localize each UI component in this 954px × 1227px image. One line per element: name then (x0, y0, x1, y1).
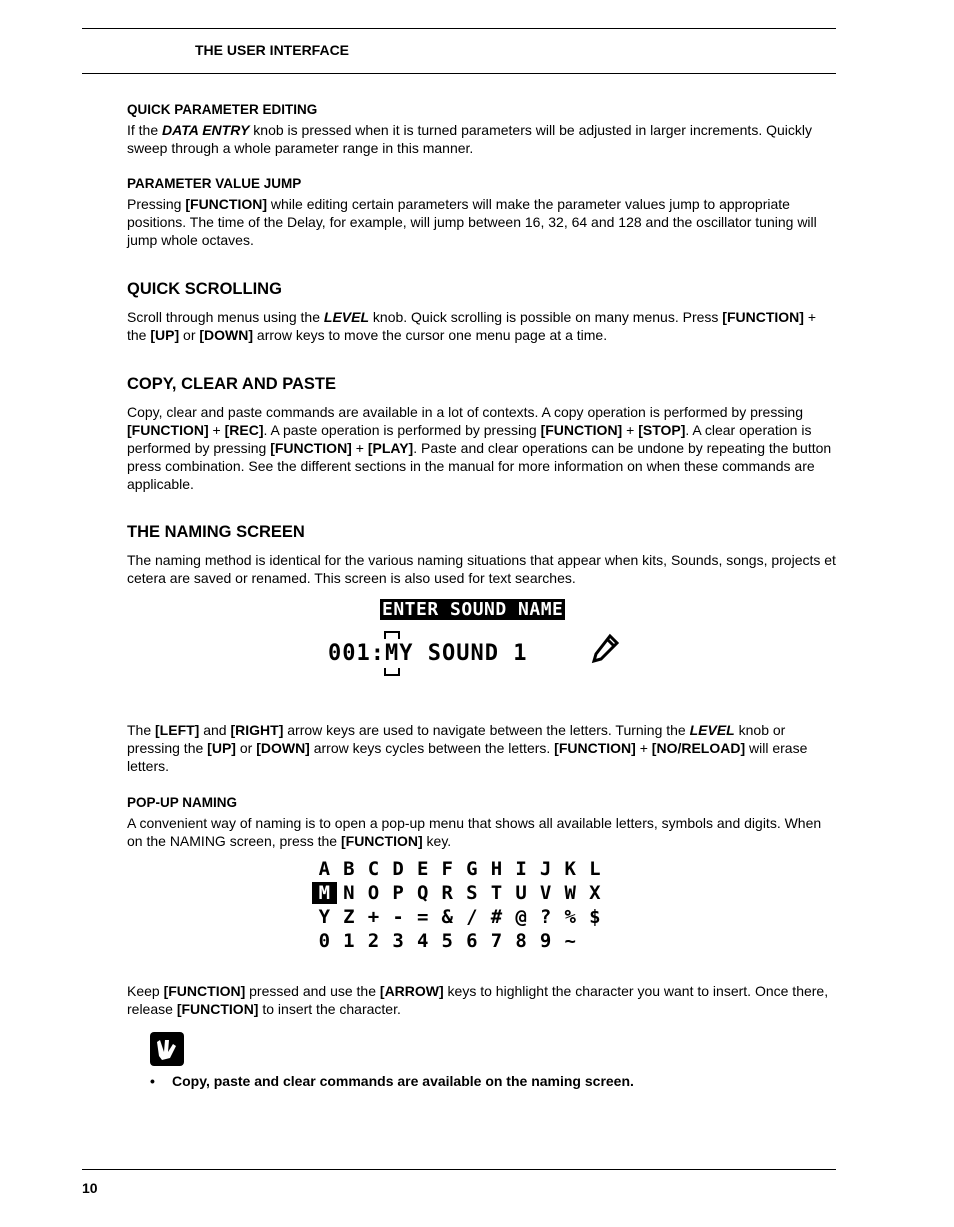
hand-note-icon (150, 1032, 184, 1066)
grid-character: # (490, 906, 503, 928)
grid-character: $ (589, 906, 601, 928)
grid-character: 2 (367, 930, 380, 952)
grid-row (312, 857, 612, 881)
grid-character: 6 (466, 930, 478, 952)
paragraph: Keep [FUNCTION] pressed and use the [ARROW] keys to highlight the character you want to insert. Once there, release [FUNCTION] to insert the character. (127, 983, 829, 1017)
paragraph: If the DATA ENTRY knob is pressed when it is turned parameters will be adjusted in larger increments. Quickly sweep through a whole parameter range in this manner. (127, 122, 812, 156)
paragraph: Pressing [FUNCTION] while editing certain parameters will make the parameter values jump to appropriate positions. The time of the Delay, for example, will jump between 16, 32, 64 and 128 and the oscillator tuning will jump whole octaves. (127, 196, 817, 248)
bullet-mark: • (150, 1073, 155, 1089)
lcd-title: ENTER SOUND NAME (382, 599, 564, 620)
grid-character: B (343, 858, 355, 880)
lcd-naming-screen (298, 598, 624, 696)
grid-character: & (441, 906, 453, 928)
grid-character: / (466, 906, 478, 928)
grid-character: + (367, 906, 380, 928)
pencil-icon (590, 632, 620, 666)
grid-character: - (392, 906, 404, 928)
grid-character: = (416, 906, 429, 928)
grid-character: P (392, 882, 404, 904)
grid-row (312, 881, 612, 905)
grid-character: T (490, 882, 503, 904)
note-text: Copy, paste and clear commands are available on the naming screen. (172, 1073, 634, 1089)
grid-character: S (466, 882, 478, 904)
grid-character: N (343, 882, 355, 904)
section-popup-naming (127, 795, 837, 850)
grid-character: Z (343, 906, 355, 928)
grid-character: R (441, 882, 453, 904)
grid-row (312, 929, 612, 953)
section-quick-parameter-editing (127, 102, 837, 157)
grid-character: V (539, 882, 552, 904)
section-naming-navigation (127, 721, 837, 775)
grid-character: 1 (343, 930, 355, 952)
subheading: QUICK PARAMETER EDITING (127, 102, 318, 117)
grid-character: F (441, 858, 453, 880)
section-heading: COPY, CLEAR AND PASTE (127, 375, 337, 393)
grid-character: D (392, 858, 404, 880)
grid-character: @ (515, 906, 527, 928)
grid-character: 7 (490, 930, 503, 952)
section-heading: THE NAMING SCREEN (127, 523, 305, 541)
paragraph: Copy, clear and paste commands are available in a lot of contexts. A copy operation is performed by pressing [FUNCTION] + [REC]. A paste operation is performed by pressing [FUNCTION] + [STOP]. A clear operation is performed by pressing [FUNCTION] + [PLAY]. Paste and clear operations can be undone by repeating the button press combination. See the different sections in the manual for more information on when these commands are applicable. (127, 404, 832, 492)
paragraph: The [LEFT] and [RIGHT] arrow keys are used to navigate between the letters. Turning the LEVEL knob or pressing the [UP] or [DOWN] arrow keys cycles between the letters. [FUNCTION] + [NO/RELOAD] will erase letters. (127, 722, 808, 774)
grid-character: K (564, 858, 576, 880)
section-parameter-value-jump (127, 176, 837, 249)
lcd-character-grid (312, 857, 612, 955)
grid-character: 0 (318, 930, 331, 952)
grid-character: X (589, 882, 601, 904)
grid-character: I (515, 858, 527, 880)
grid-character: U (515, 882, 527, 904)
header-top-rule (82, 28, 836, 29)
grid-character: 8 (515, 930, 527, 952)
grid-character: J (539, 858, 552, 880)
grid-row (312, 905, 612, 929)
grid-character: Y (318, 906, 331, 928)
grid-character: 5 (441, 930, 453, 952)
page-number: 10 (82, 1180, 98, 1196)
subheading: POP-UP NAMING (127, 795, 238, 810)
lcd-name-line (328, 639, 527, 669)
grid-character: Q (416, 882, 429, 904)
grid-character: % (564, 906, 576, 928)
grid-character: ~ (564, 930, 576, 952)
paragraph: A convenient way of naming is to open a pop-up menu that shows all available letters, symbols and digits. When on the NAMING screen, press the [FUNCTION] key. (127, 815, 822, 849)
section-heading: QUICK SCROLLING (127, 280, 282, 298)
paragraph: The naming method is identical for the various naming situations that appear when kits, Sounds, songs, projects et cetera are saved or renamed. This screen is also used for text searches. (127, 552, 836, 586)
grid-character: M (312, 882, 337, 904)
section-quick-scrolling (127, 280, 837, 344)
lcd-cursor-char: M (385, 639, 399, 669)
grid-character: L (589, 858, 601, 880)
grid-character: E (416, 858, 429, 880)
lcd-slot-number: 001: (328, 641, 385, 666)
grid-character: G (466, 858, 478, 880)
grid-character: O (367, 882, 380, 904)
grid-character: H (490, 858, 503, 880)
grid-character: 3 (392, 930, 404, 952)
grid-character: C (367, 858, 380, 880)
grid-character: ? (539, 906, 552, 928)
subheading: PARAMETER VALUE JUMP (127, 176, 302, 191)
cursor-bracket-bottom-right (390, 668, 400, 676)
lcd-name-rest: Y SOUND 1 (399, 641, 528, 666)
hand-glyph (150, 1032, 184, 1066)
footer-rule (82, 1169, 836, 1170)
grid-character: 9 (539, 930, 552, 952)
section-naming-screen (127, 523, 837, 587)
section-copy-clear-paste (127, 375, 837, 493)
header-bottom-rule (82, 73, 836, 74)
header-title: THE USER INTERFACE (195, 42, 350, 58)
grid-character: A (318, 858, 331, 880)
cursor-bracket-top-right (390, 631, 400, 639)
note-bullet (150, 1073, 634, 1089)
grid-character: 4 (416, 930, 429, 952)
section-keep-function (127, 982, 837, 1018)
grid-character: W (564, 882, 576, 904)
paragraph: Scroll through menus using the LEVEL knob. Quick scrolling is possible on many menus. Press [FUNCTION] + the [UP] or [DOWN] arrow keys to move the cursor one menu page at a time. (127, 309, 817, 343)
